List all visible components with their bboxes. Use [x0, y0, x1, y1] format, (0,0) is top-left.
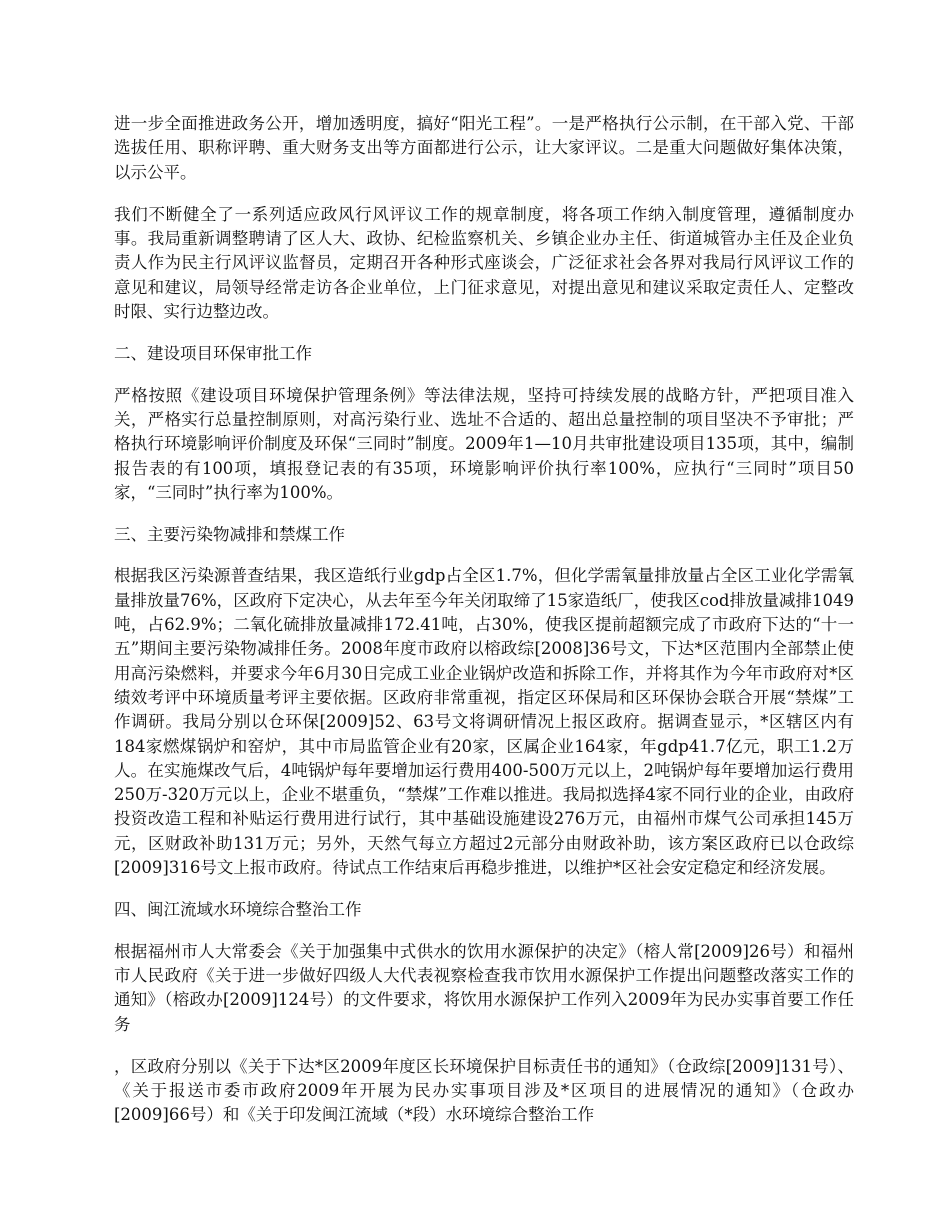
section-heading-project-approval: 二、建设项目环保审批工作	[114, 344, 312, 364]
paragraph-emission-reduction: 根据我区污染源普查结果，我区造纸行业gdp占全区1.7%，但化学需氧量排放量占全区工业化学需氧量排放量76%，区政府下定决心，从去年至今年关闭取缔了15家造纸厂，使我区cod排放量减排1049吨，占62.9%；二氧化硫排放量减排172.41吨，占30%，使我区提前超额完成了市政府下达的“十一五”期间主要污染物减排任务。2008年度市政府以榕政综[2008]36号文，下达*区范围内全部禁止使用高污染燃料，并要求今年6月30日完成工业企业锅炉改造和拆除工作，并将其作为今年市政府对*区绩效考评中环境质量考评主要依据。区政府非常重视，指定区环保局和区环保协会联合开展“禁煤”工作调研。我局分别以仓环保[2009]52、63号文将调研情况上报区政府。据调查显示，*区辖区内有184家燃煤锅炉和窑炉，其中市局监管企业有20家，区属企业164家，年gdp41.7亿元，职工1.2万人。在实施煤改气后，4吨锅炉每年要增加运行费用400-500万元以上，2吨锅炉每年要增加运行费用250万-320万元以上，企业不堪重负，“禁煤”工作难以推进。我局拟选择4家不同行业的企业，由政府投资改造工程和补贴运行费用进行试行，其中基础设施建设276万元，由福州市煤气公司承担145万元，区财政补助131万元；另外，天然气每立方超过2元部分由财政补助，该方案区政府已以仓政综[2009]316号文上报市政府。待试点工作结束后再稳步推进，以维护*区社会安定稳定和经济发展。	[114, 566, 854, 878]
paragraph-public-affairs: 进一步全面推进政务公开，增加透明度，搞好“阳光工程”。一是严格执行公示制，在干部入党、干部选拔任用、职称评聘、重大财务支出等方面都进行公示，让大家评议。二是重大问题做好集体决策，以示公平。	[114, 114, 854, 182]
paragraph-minjiang-water: 根据福州市人大常委会《关于加强集中式供水的饮用水源保护的决定》（榕人常[2009]26号）和福州市人民政府《关于进一步做好四级人大代表视察检查我市饮用水源保护工作提出问题整改落实工作的通知》（榕政办[2009]124号）的文件要求，将饮用水源保护工作列入2009年为民办实事首要工作任务	[114, 941, 854, 1034]
paragraph-rules-system: 我们不断健全了一系列适应政风行风评议工作的规章制度，将各项工作纳入制度管理，遵循制度办事。我局重新调整聘请了区人大、政协、纪检监察机关、乡镇企业办主任、街道城管办主任及企业负责人作为民主行风评议监督员，定期召开各种形式座谈会，广泛征求社会各界对我局行风评议工作的意见和建议，局领导经常走访各企业单位，上门征求意见，对提出意见和建议采取定责任人、定整改时限、实行边整边改。	[114, 204, 854, 322]
section-heading-minjiang-water: 四、闽江流域水环境综合整治工作	[114, 900, 362, 920]
document-body	[114, 112, 854, 1146]
paragraph-district-notices: ，区政府分别以《关于下达*区2009年度区长环境保护目标责任书的通知》（仓政综[2009]131号）、《关于报送市委市政府2009年开展为民办实事项目涉及*区项目的进展情况的通知》（仓政办[2009]66号）和《关于印发闽江流域（*段）水环境综合整治工作	[114, 1056, 854, 1125]
paragraph-project-approval: 严格按照《建设项目环境保护管理条例》等法律法规，坚持可持续发展的战略方针，严把项目准入关，严格实行总量控制原则，对高污染行业、选址不合适的、超出总量控制的项目坚决不予审批；严格执行环境影响评价制度及环保“三同时”制度。2009年1—10月共审批建设项目135项，其中，编制报告表的有100项，填报登记表的有35项，环境影响评价执行率100%，应执行“三同时”项目50家，“三同时”执行率为100%。	[114, 385, 854, 502]
section-heading-emission-reduction: 三、主要污染物减排和禁煤工作	[114, 525, 345, 545]
